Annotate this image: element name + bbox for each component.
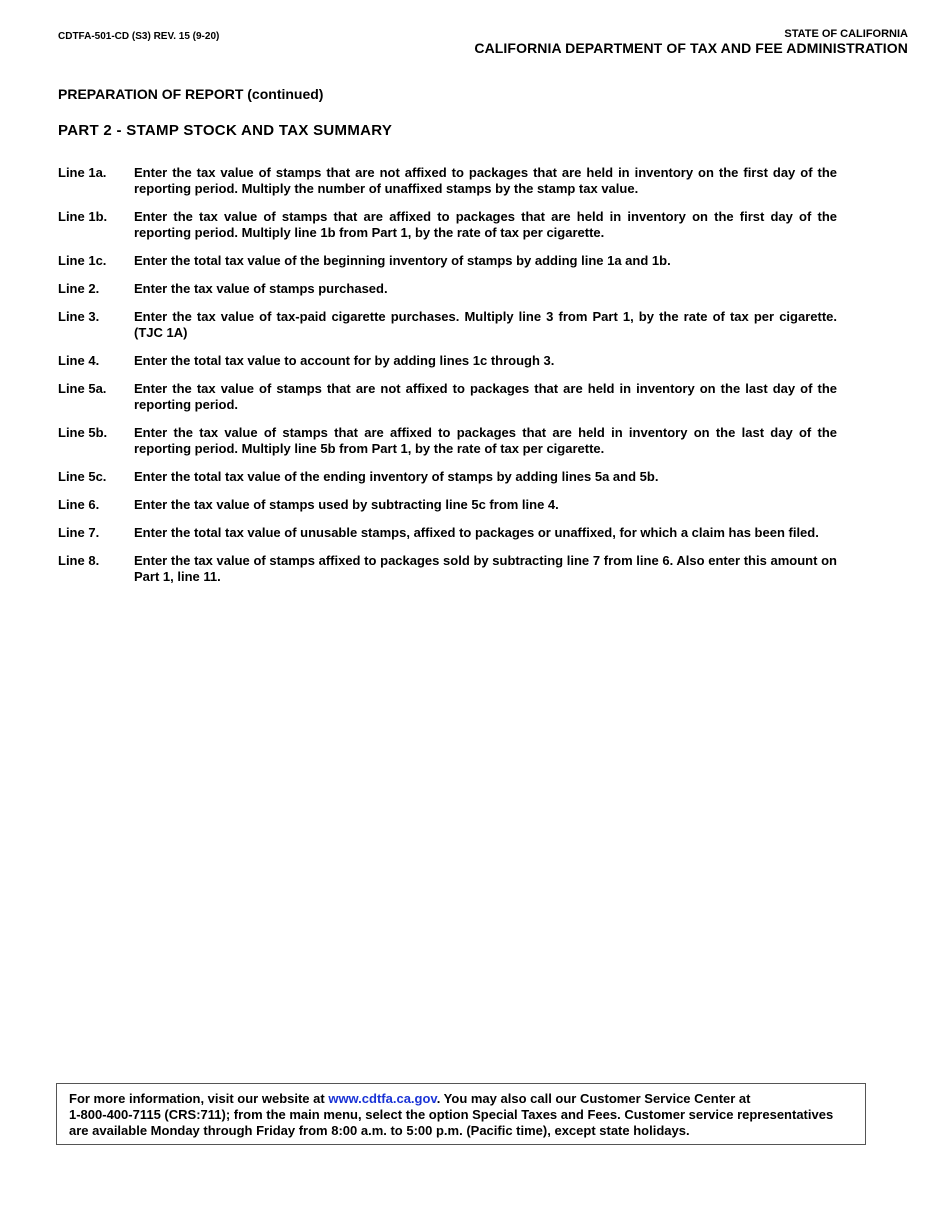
line-text: Enter the tax value of stamps that are not affixed to packages that are held in inventory on the last day of the reporting period. xyxy=(134,381,837,412)
department-name: CALIFORNIA DEPARTMENT OF TAX AND FEE ADMINISTRATION xyxy=(474,40,908,56)
line-text: Enter the tax value of stamps affixed to packages sold by subtracting line 7 from line 6. Also enter this amount on Part 1, line 11. xyxy=(134,553,837,584)
line-2 xyxy=(58,281,837,297)
line-text: Enter the tax value of stamps that are affixed to packages that are held in inventory on the first day of the reporting period. Multiply line 1b from Part 1, by the rate of tax per cigarette. xyxy=(134,209,837,240)
line-label: Line 5b. xyxy=(58,425,108,440)
line-text: Enter the tax value of stamps that are not affixed to packages that are held in inventory on the first day of the reporting period. Multiply the number of unaffixed stamps by the stamp tax value. xyxy=(134,165,837,196)
line-label: Line 3. xyxy=(58,309,100,324)
line-text: Enter the tax value of stamps used by subtracting line 5c from line 4. xyxy=(134,497,559,512)
info-line-3: are available Monday through Friday from 8:00 a.m. to 5:00 p.m. (Pacific time), except state holidays. xyxy=(69,1123,690,1138)
line-5b xyxy=(58,425,837,457)
line-3 xyxy=(58,309,837,341)
line-label: Line 8. xyxy=(58,553,100,568)
line-text: Enter the tax value of stamps that are affixed to packages that are held in inventory on the last day of the reporting period. Multiply line 5b from Part 1, by the rate of tax per cigarette. xyxy=(134,425,837,456)
part-title: PART 2 - STAMP STOCK AND TAX SUMMARY xyxy=(58,122,393,139)
line-label: Line 5a. xyxy=(58,381,107,396)
line-text: Enter the total tax value to account for by adding lines 1c through 3. xyxy=(134,353,555,368)
line-5c xyxy=(58,469,837,485)
line-label: Line 1b. xyxy=(58,209,108,224)
section-title: PREPARATION OF REPORT (continued) xyxy=(58,86,324,102)
line-label: Line 1a. xyxy=(58,165,107,180)
info-suffix: . You may also call our Customer Service Center at xyxy=(436,1091,751,1106)
state-label: STATE OF CALIFORNIA xyxy=(784,28,908,40)
line-4 xyxy=(58,353,837,369)
line-label: Line 6. xyxy=(58,497,100,512)
info-line-2: 1-800-400-7115 (CRS:711); from the main menu, select the option Special Taxes and Fees. Customer service representatives xyxy=(69,1107,834,1122)
line-text: Enter the total tax value of the beginning inventory of stamps by adding line 1a and 1b. xyxy=(134,253,671,268)
line-1a xyxy=(58,165,837,197)
line-6 xyxy=(58,497,837,513)
line-1c xyxy=(58,253,837,269)
info-line-1 xyxy=(69,1091,853,1107)
info-prefix: For more information, visit our website at xyxy=(69,1091,329,1106)
line-text: Enter the tax value of tax-paid cigarette purchases. Multiply line 3 from Part 1, by the rate of tax per cigarette. (TJC 1A) xyxy=(134,309,837,340)
line-label: Line 2. xyxy=(58,281,100,296)
line-text: Enter the total tax value of the ending inventory of stamps by adding lines 5a and 5b. xyxy=(134,469,659,484)
line-label: Line 7. xyxy=(58,525,100,540)
line-text: Enter the tax value of stamps purchased. xyxy=(134,281,388,296)
line-instructions xyxy=(58,165,837,597)
line-label: Line 5c. xyxy=(58,469,107,484)
line-text: Enter the total tax value of unusable stamps, affixed to packages or unaffixed, for which a claim has been filed. xyxy=(134,525,819,540)
line-1b xyxy=(58,209,837,241)
line-7 xyxy=(58,525,837,541)
info-box xyxy=(56,1083,866,1145)
website-link[interactable]: www.cdtfa.ca.gov xyxy=(328,1091,437,1106)
form-id: CDTFA-501-CD (S3) REV. 15 (9-20) xyxy=(58,31,220,42)
line-label: Line 1c. xyxy=(58,253,107,268)
line-label: Line 4. xyxy=(58,353,100,368)
line-8 xyxy=(58,553,837,585)
line-5a xyxy=(58,381,837,413)
